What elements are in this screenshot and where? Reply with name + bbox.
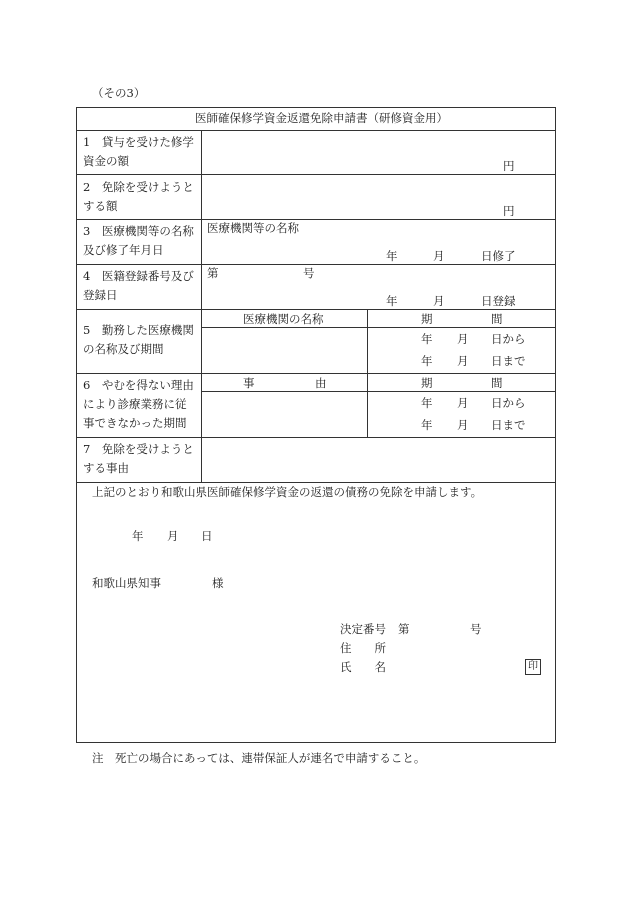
row5-to-month: 月: [457, 354, 469, 368]
row5-from-year: 年: [421, 332, 433, 346]
row5-from-month: 月: [457, 332, 469, 346]
row7-label: 7 免除を受けようと: [83, 442, 194, 456]
address-label: 住 所: [340, 641, 386, 655]
row6-label-cont: により診療業務に従: [83, 397, 187, 411]
row1-label-cont: 資金の額: [83, 154, 129, 168]
row4-label: 4 医籍登録番号及び: [83, 269, 194, 283]
decision-dai: 第: [398, 622, 410, 636]
page-label: （その3）: [92, 86, 146, 100]
label-column-divider: [201, 130, 202, 482]
row6-from-year: 年: [421, 396, 433, 410]
row7-label-cont: する事由: [83, 461, 129, 475]
row5-col-kan: 間: [491, 312, 503, 326]
row4-year: 年: [386, 294, 398, 308]
row5-col-ki: 期: [421, 312, 433, 326]
row4-label-cont: 登録日: [83, 288, 118, 302]
row1-label: 1 貸与を受けた修学: [83, 135, 194, 149]
row2-label: 2 免除を受けようと: [83, 180, 194, 194]
row5-to-year: 年: [421, 354, 433, 368]
row6-col-ki: 期: [421, 376, 433, 390]
date-day: 日: [201, 529, 213, 543]
row3-institution-caption: 医療機関等の名称: [207, 221, 299, 235]
row3-label: 3 医療機関等の名称: [83, 224, 194, 238]
row3-label-cont: 及び修了年月日: [83, 243, 164, 257]
row4-day: 日登録: [481, 294, 516, 308]
row3-month: 月: [433, 249, 445, 263]
footnote: 注 死亡の場合にあっては、連帯保証人が連名で申請すること。: [92, 751, 426, 765]
row6-to-month: 月: [457, 418, 469, 432]
decision-go: 号: [470, 622, 482, 636]
row5-label: 5 勤務した医療機関: [83, 323, 194, 337]
row6-from-month: 月: [457, 396, 469, 410]
row6-col-ji: 事: [243, 376, 255, 390]
row6-col-kan: 間: [491, 376, 503, 390]
row6-label: 6 やむを得ない理由: [83, 378, 194, 392]
row6-label-cont2: 事できなかった期間: [83, 416, 187, 430]
row2-label-cont: する額: [83, 199, 118, 213]
row6-to-day: 日まで: [491, 418, 526, 432]
addressee: 和歌山県知事: [92, 576, 161, 590]
decision-number-label: 決定番号: [340, 622, 386, 636]
row5-col-name: 医療機関の名称: [243, 312, 324, 326]
name-label: 氏 名: [340, 660, 386, 674]
row6-col-yu: 由: [315, 376, 327, 390]
row4-go: 号: [303, 266, 315, 280]
declaration-text: 上記のとおり和歌山県医師確保修学資金の返還の債務の免除を申請します。: [92, 485, 483, 499]
row1-yen: 円: [503, 159, 515, 173]
row5-from-day: 日から: [491, 332, 526, 346]
row3-year: 年: [386, 249, 398, 263]
row4-dai: 第: [207, 266, 219, 280]
row5-label-cont: の名称及び期間: [83, 342, 164, 356]
addressee-honorific: 様: [212, 576, 224, 590]
row2-yen: 円: [503, 204, 515, 218]
title-divider: [76, 130, 556, 131]
row6-from-day: 日から: [491, 396, 526, 410]
row4-month: 月: [433, 294, 445, 308]
date-month: 月: [167, 529, 179, 543]
form-title: 医師確保修学資金返還免除申請書（研修資金用）: [195, 111, 448, 125]
date-year: 年: [132, 529, 144, 543]
row3-day: 日修了: [481, 249, 516, 263]
row5-to-day: 日まで: [491, 354, 526, 368]
row6-to-year: 年: [421, 418, 433, 432]
seal-mark: 印: [525, 659, 541, 675]
